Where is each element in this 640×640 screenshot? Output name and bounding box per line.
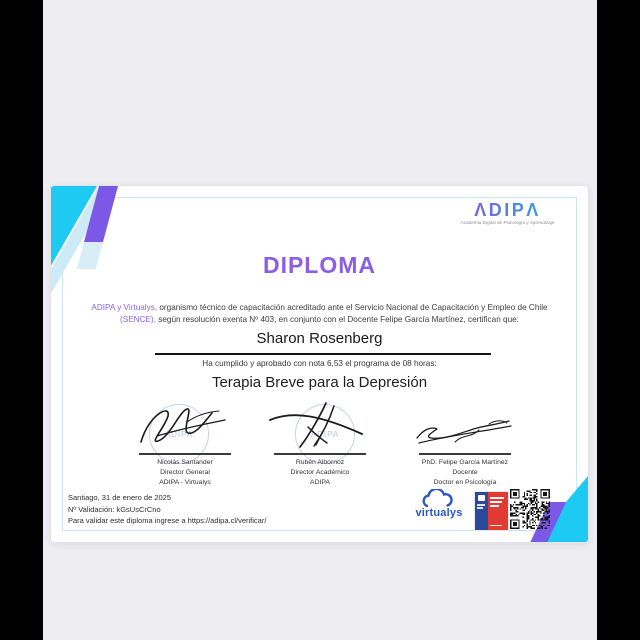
adipa-stamp: ADIPA (149, 404, 209, 464)
cloud-icon (419, 489, 459, 509)
right-letterbox-bar (597, 0, 640, 640)
signer-caption (125, 458, 245, 489)
signer-name: PhD. Felipe García Martínez (421, 459, 509, 466)
chile-logo-red-panel (488, 492, 508, 530)
signer-role: Director Académico (290, 469, 350, 477)
signature-block-director-general (125, 400, 245, 496)
validation-number: Nº Validación: kGsUsCrCno (68, 504, 161, 514)
signature-scribble (409, 400, 519, 452)
left-letterbox-bar (0, 0, 43, 640)
signer-role: Docente (452, 469, 478, 477)
signature-scribble (129, 400, 239, 452)
top-left-corner-decoration (51, 186, 201, 311)
adipa-wordmark: ΛDIPΛ (445, 201, 570, 220)
gobierno-de-chile-sence-logo (475, 492, 508, 530)
virtualys-label: virtualys (415, 507, 463, 519)
validation-info (68, 492, 266, 527)
signer-org: Doctor en Psicología (433, 479, 497, 487)
recipient-name: Sharon Rosenberg (256, 330, 383, 347)
signer-role: Director General (160, 469, 210, 477)
signature-block-docente (405, 400, 525, 496)
signer-caption (405, 458, 525, 489)
signature-line (139, 453, 231, 455)
signer-name: Rubén Albornoz (295, 459, 345, 466)
signer-org: ADIPA (310, 479, 330, 487)
recipient-underline (155, 353, 491, 355)
qr-code (510, 489, 550, 529)
intro-accent-orgs: ADIPA y Virtualys, (91, 303, 158, 313)
intro-accent-sence: (SENCE), (120, 315, 156, 325)
achievement-text: Ha cumplido y aprobado con nota 6,53 el programa de 08 horas: (202, 359, 437, 368)
certification-paragraph (77, 302, 562, 327)
diploma-certificate (51, 186, 588, 542)
signature-line (274, 453, 366, 455)
signature-scribble (264, 400, 374, 452)
intro-text-2: según resolución exenta Nº 403, en conjunto con el Docente Felipe García Martínez, certifican que: (155, 315, 519, 325)
course-title: Terapia Breve para la Depresión (211, 374, 428, 391)
place-and-date: Santiago, 31 de enero de 2025 (68, 493, 172, 502)
diploma-title: DIPLOMA (262, 252, 377, 278)
verification-url-line: Para validar este diploma ingrese a https://adipa.cl/verificar/ (68, 516, 267, 526)
adipa-stamp: ADIPA (295, 404, 355, 464)
adipa-tagline: Academia Digital de Psicología y Aprendizaje (460, 220, 555, 226)
intro-text-1: organismo técnico de capacitación acreditado ante el Servicio Nacional de Capacitación y Empleo de Chile (157, 303, 548, 313)
chile-logo-blue-panel (475, 492, 488, 530)
virtualys-logo (403, 489, 475, 519)
signer-name: Nicolás Santander (157, 459, 213, 466)
signature-block-director-academico (260, 400, 380, 496)
adipa-logo (445, 201, 570, 227)
chile-emblem-icon (478, 495, 485, 501)
signer-org: ADIPA - Virtualys (159, 479, 211, 487)
signer-caption (260, 458, 380, 489)
signature-line (419, 453, 511, 455)
